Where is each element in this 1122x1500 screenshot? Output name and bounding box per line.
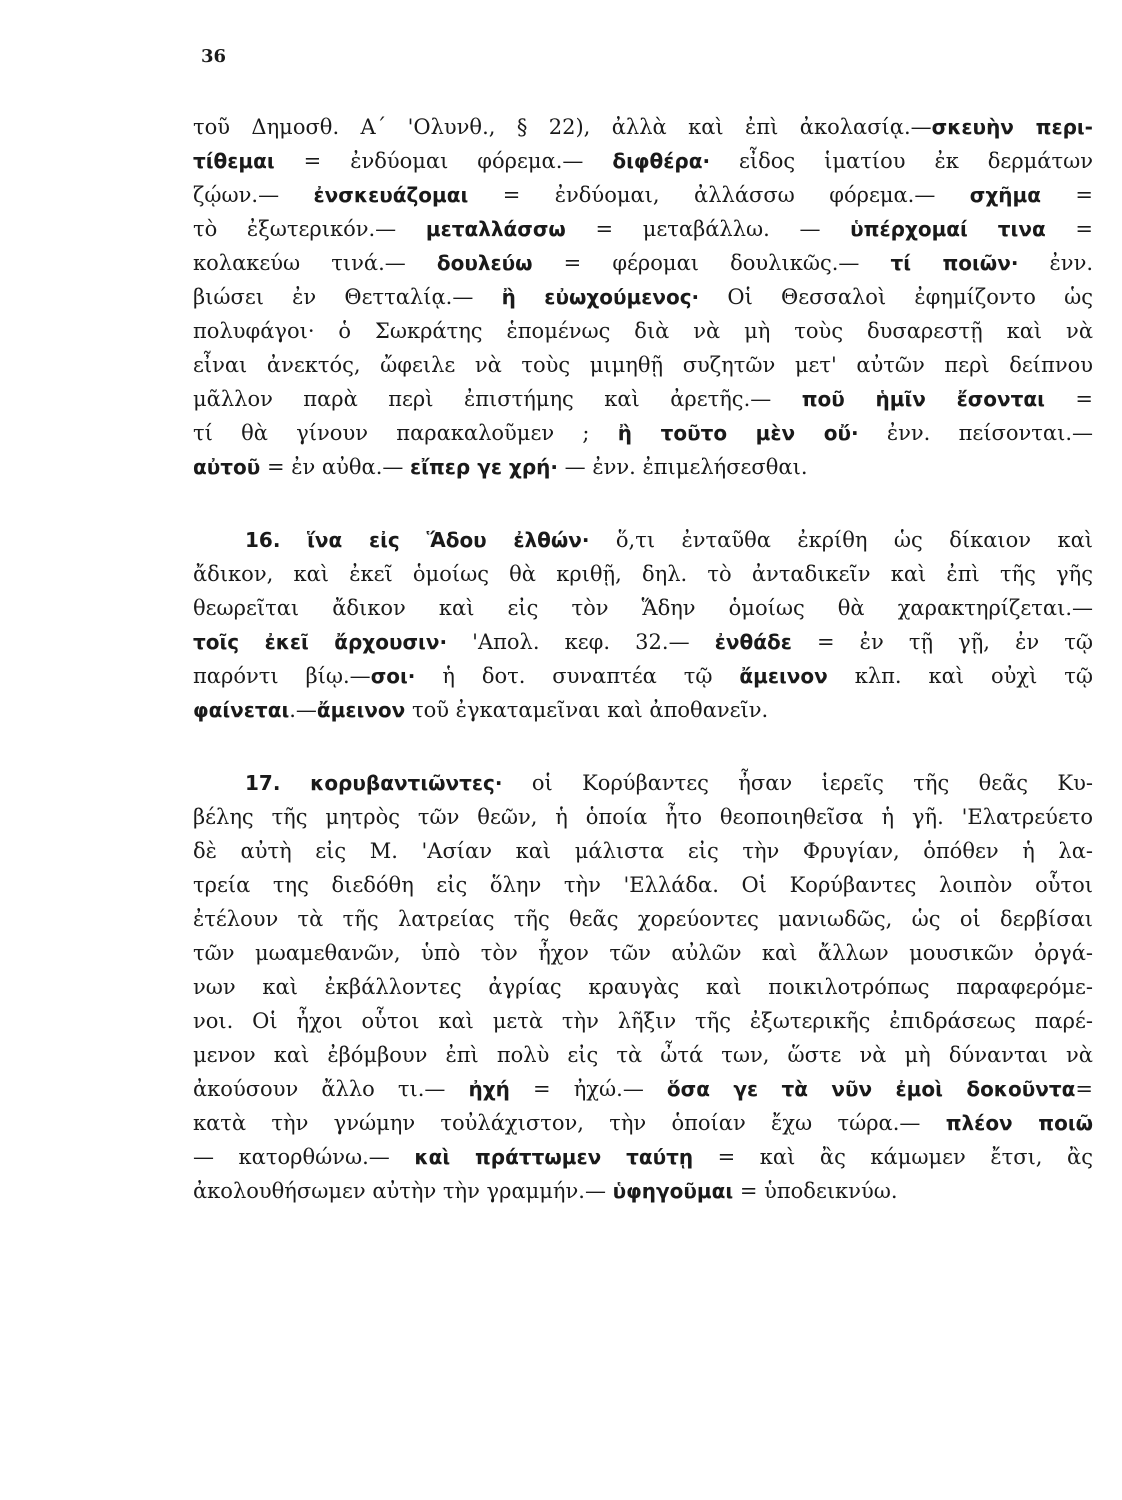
lemma-term: ποῦ ἡμῖν ἔσονται: [801, 387, 1045, 411]
commentary-text: ἄδικον, καὶ ἐκεῖ ὁμοίως θὰ κριθῇ, δηλ. τὸ ἀνταδικεῖν καὶ ἐπὶ τῆς γῆς: [193, 562, 1093, 586]
text-line: [193, 557, 1093, 591]
text-line: [193, 591, 1093, 625]
commentary-text: =: [1075, 1077, 1093, 1101]
commentary-text: τοῦ Δημοσθ. Α΄ 'Ολυνθ., § 22), ἀλλὰ καὶ ἐπὶ ἀκολασίᾳ.—: [193, 115, 932, 139]
text-line: [193, 246, 1093, 280]
text-line: [193, 1174, 1093, 1208]
commentary-text: = ἐν αὐθα.—: [260, 455, 411, 479]
paragraph-note-16: [193, 523, 1093, 727]
commentary-text: ἐνν. πείσονται.—: [858, 421, 1094, 445]
commentary-text: = ὑποδεικνύω.: [733, 1179, 898, 1203]
text-line: [193, 970, 1093, 1004]
commentary-text: ἐνν.: [1018, 251, 1094, 275]
commentary-text: τῶν μωαμεθανῶν, ὑπὸ τὸν ἦχον τῶν αὐλῶν καὶ ἄλλων μουσικῶν ὀργά-: [193, 941, 1093, 965]
commentary-text: μενον καὶ ἐβόμβουν ἐπὶ πολὺ εἰς τὰ ὦτά των, ὥστε νὰ μὴ δύνανται νὰ: [193, 1043, 1093, 1067]
page-number: 36: [201, 46, 227, 67]
commentary-text: θεωρεῖται ἄδικον καὶ εἰς τὸν Ἅδην ὁμοίως θὰ χαρακτηρίζεται.—: [193, 596, 1093, 620]
text-line: [193, 1072, 1093, 1106]
lemma-term: τίθεμαι: [193, 149, 275, 173]
text-line: [193, 766, 1093, 800]
commentary-text: εἶναι ἀνεκτός, ὤφειλε νὰ τοὺς μιμηθῇ συζητῶν μετ' αὐτῶν περὶ δείπνου: [193, 353, 1093, 377]
commentary-text: τοῦ ἐγκαταμεῖναι καὶ ἀποθανεῖν.: [405, 698, 769, 722]
commentary-text: βιώσει ἐν Θετταλίᾳ.—: [193, 285, 502, 309]
text-line: [193, 625, 1093, 659]
text-line: [193, 834, 1093, 868]
commentary-text: νων καὶ ἐκβάλλοντες ἀγρίας κραυγὰς καὶ ποικιλοτρόπως παραφερόμε-: [193, 975, 1093, 999]
commentary-text: Οἱ Θεσσαλοὶ ἐφημίζοντο ὡς: [699, 285, 1093, 309]
commentary-text: = ἐν τῇ γῇ, ἐν τῷ: [791, 630, 1094, 654]
commentary-text: 'Απολ. κεφ. 32.—: [447, 630, 715, 654]
text-line: [193, 868, 1093, 902]
commentary-text: .—: [289, 698, 317, 722]
lemma-term: ἢ τοῦτο μὲν οὔ·: [617, 421, 859, 445]
commentary-text: ὅ,τι ἐνταῦθα ἐκρίθη ὡς δίκαιον καὶ: [589, 528, 1093, 552]
lemma-term: διφθέρα·: [612, 149, 711, 173]
text-line: [193, 348, 1093, 382]
text-line: [193, 659, 1093, 693]
commentary-text: ἡ δοτ. συναπτέα τῷ: [415, 664, 740, 688]
commentary-text: κατὰ τὴν γνώμην τοὐλάχιστον, τὴν ὁποίαν ἔχω τώρα.—: [193, 1111, 946, 1135]
commentary-text: =: [1045, 217, 1093, 241]
paragraph-note-17: [193, 766, 1093, 1208]
lemma-term: ὑπέρχομαί τινα: [850, 217, 1046, 241]
commentary-text: ἀκολουθήσωμεν αὐτὴν τὴν γραμμήν.—: [193, 1179, 613, 1203]
lemma-term: μεταλλάσσω: [425, 217, 566, 241]
lemma-term: 16.: [245, 528, 308, 552]
text-line: [193, 936, 1093, 970]
commentary-text: εἶδος ἱματίου ἐκ δερμάτων: [710, 149, 1093, 173]
text-line: [193, 1106, 1093, 1140]
text-line: [193, 523, 1093, 557]
lemma-term: ἠχή: [468, 1077, 510, 1101]
commentary-text: = ἠχώ.—: [509, 1077, 667, 1101]
commentary-text: =: [1044, 387, 1093, 411]
commentary-text: οἱ Κορύβαντες ἦσαν ἱερεῖς τῆς θεᾶς Κυ-: [502, 771, 1093, 795]
text-line: [193, 902, 1093, 936]
commentary-text: = καὶ ἂς κάμωμεν ἔτσι, ἂς: [693, 1145, 1093, 1169]
lemma-term: φαίνεται: [193, 698, 290, 722]
text-line: [193, 382, 1093, 416]
text-line: [193, 1004, 1093, 1038]
lemma-term: ἐνσκευάζομαι: [313, 183, 469, 207]
commentary-text: — κατορθώνω.—: [193, 1145, 415, 1169]
text-line: [193, 416, 1093, 450]
text-line: [193, 314, 1093, 348]
commentary-text: δὲ αὐτὴ εἰς Μ. 'Ασίαν καὶ μάλιστα εἰς τὴν Φρυγίαν, ὁπόθεν ἡ λα-: [193, 839, 1093, 863]
lemma-term: ἄμεινον: [316, 698, 406, 722]
commentary-text: μᾶλλον παρὰ περὶ ἐπιστήμης καὶ ἀρετῆς.—: [193, 387, 802, 411]
lemma-term: τί ποιῶν·: [890, 251, 1019, 275]
lemma-term: 17.: [245, 771, 311, 795]
text-line: [193, 450, 1093, 484]
lemma-term: ὑφηγοῦμαι: [612, 1179, 734, 1203]
commentary-text: παρόντι βίῳ.—: [193, 664, 371, 688]
lemma-term: ἄμεινον: [739, 664, 828, 688]
lemma-term: καὶ πράττωμεν ταύτῃ: [414, 1145, 694, 1169]
commentary-text: =: [1040, 183, 1093, 207]
lemma-term: ἐνθάδε: [714, 630, 792, 654]
commentary-text: κλπ. καὶ οὐχὶ τῷ: [827, 664, 1093, 688]
text-line: [193, 800, 1093, 834]
text-line: [193, 693, 1093, 727]
lemma-term: πλέον ποιῶ: [945, 1111, 1093, 1135]
commentary-text: κολακεύω τινά.—: [193, 251, 437, 275]
commentary-text: = ἐνδύομαι φόρεμα.—: [274, 149, 613, 173]
commentary-text: ἀκούσουν ἄλλο τι.—: [193, 1077, 469, 1101]
lemma-term: σκευὴν περι-: [931, 115, 1093, 139]
text-line: [193, 280, 1093, 314]
text-line: [193, 1140, 1093, 1174]
text-line: [193, 178, 1093, 212]
paragraph-notes-15: [193, 110, 1093, 484]
text-line: [193, 110, 1093, 144]
commentary-text: τὸ ἐξωτερικόν.—: [193, 217, 426, 241]
text-line: [193, 1038, 1093, 1072]
lemma-term: σοι·: [370, 664, 416, 688]
commentary-text: ἐτέλουν τὰ τῆς λατρείας τῆς θεᾶς χορεύοντες μανιωδῶς, ὡς οἱ δερβίσαι: [193, 907, 1093, 931]
lemma-term: ἢ εὐωχούμενος·: [501, 285, 700, 309]
lemma-term: κορυβαντιῶντες·: [310, 771, 503, 795]
commentary-text: = φέρομαι δουλικῶς.—: [532, 251, 891, 275]
lemma-term: σχῆμα: [969, 183, 1041, 207]
lemma-term: εἴπερ γε χρή·: [410, 455, 558, 479]
commentary-text: = μεταβάλλω. —: [565, 217, 851, 241]
lemma-term: ἵνα εἰς Ἅδου ἐλθών·: [307, 528, 590, 552]
commentary-text: βέλης τῆς μητρὸς τῶν θεῶν, ἡ ὁποία ἦτο θεοποιηθεῖσα ἡ γῆ. 'Ελατρεύετο: [193, 805, 1093, 829]
text-line: [193, 144, 1093, 178]
commentary-text: ζῴων.—: [193, 183, 314, 207]
commentary-text: — ἐνν. ἐπιμελήσεσθαι.: [557, 455, 808, 479]
lemma-term: ὅσα γε τὰ νῦν ἐμοὶ δοκοῦντα: [666, 1077, 1076, 1101]
text-line: [193, 212, 1093, 246]
lemma-term: αὐτοῦ: [193, 455, 261, 479]
commentary-text: τρεία της διεδόθη εἰς ὅλην τὴν 'Ελλάδα. Οἱ Κορύβαντες λοιπὸν οὗτοι: [193, 873, 1093, 897]
lemma-term: τοῖς ἐκεῖ ἄρχουσιν·: [193, 630, 448, 654]
commentary-text: = ἐνδύομαι, ἀλλάσσω φόρεμα.—: [468, 183, 970, 207]
commentary-text: τί θὰ γίνουν παρακαλοῦμεν ;: [193, 421, 618, 445]
commentary-text: πολυφάγοι· ὁ Σωκράτης ἑπομένως διὰ νὰ μὴ τοὺς δυσαρεστῇ καὶ νὰ: [193, 319, 1093, 343]
commentary-text: νοι. Οἱ ἦχοι οὗτοι καὶ μετὰ τὴν λῆξιν τῆς ἐξωτερικῆς ἐπιδράσεως παρέ-: [193, 1009, 1093, 1033]
lemma-term: δουλεύω: [436, 251, 533, 275]
